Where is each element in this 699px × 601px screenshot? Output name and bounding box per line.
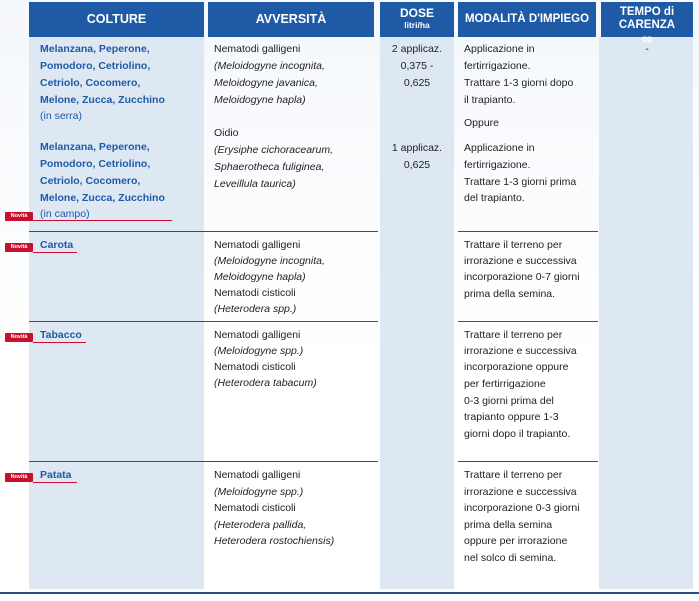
tempo-column-bg xyxy=(599,36,693,589)
novita-underline-r2 xyxy=(33,220,172,221)
r5-mod-2: irrorazione e successiva xyxy=(464,486,577,498)
r5-adv-4: (Heterodera pallida, xyxy=(214,519,307,531)
r2-dose-1: 1 applicaz. xyxy=(391,142,443,154)
r2-crop-line-1: Melanzana, Peperone, xyxy=(40,141,150,153)
r4-mod-4: per fertirrigazione xyxy=(464,378,546,390)
r5-mod-3: incorporazione 0-3 giorni xyxy=(464,502,580,514)
r1-adv-sci-1: (Meloidogyne incognita, xyxy=(214,60,325,72)
r4-mod-1: Trattare il terreno per xyxy=(464,329,563,341)
r4-crop: Tabacco xyxy=(40,329,82,341)
r1-mod-4: il trapianto. xyxy=(464,94,516,106)
header-avversita-label: AVVERSITÀ xyxy=(255,12,327,26)
r2-adv-sci-1: (Erysiphe cichoracearum, xyxy=(214,144,334,156)
header-dose-unit: litri/ha xyxy=(404,20,430,30)
novita-badge-r2: Novità xyxy=(5,212,33,221)
r4-mod-2: irrorazione e successiva xyxy=(464,345,577,357)
r4-adv-3: Nematodi cisticoli xyxy=(214,361,296,373)
row-separator xyxy=(458,231,598,232)
r2-mod-3: Trattare 1-3 giorni prima xyxy=(464,176,577,188)
header-tempo-label: TEMPO di xyxy=(619,6,675,18)
r5-adv-2: (Meloidogyne spp.) xyxy=(214,486,304,498)
r2-mod-1: Applicazione in xyxy=(464,142,535,154)
r1-adv-sci-3: Meloidogyne hapla) xyxy=(214,94,306,106)
header-carenza-label: CARENZA xyxy=(618,19,676,31)
r5-adv-3: Nematodi cisticoli xyxy=(214,502,296,514)
r1-mod-oppure: Oppure xyxy=(464,117,500,129)
r5-mod-5: oppure per irrorazione xyxy=(464,535,568,547)
r2-adv-sci-3: Leveillula taurica) xyxy=(214,178,296,190)
r2-dose-2: 0,625 xyxy=(403,159,431,171)
novita-badge-r4: Novità xyxy=(5,333,33,342)
header-avversita xyxy=(208,2,374,37)
r5-adv-5: Heterodera rostochiensis) xyxy=(214,535,335,547)
r1-dose-3: 0,625 xyxy=(403,77,431,89)
r1-adv-sci-2: Meloidogyne javanica, xyxy=(214,77,318,89)
r1-mod-3: Trattare 1-3 giorni dopo xyxy=(464,77,574,89)
r5-mod-4: prima della semina xyxy=(464,519,553,531)
row-separator xyxy=(29,231,378,232)
r2-mod-2: fertirrigazione. xyxy=(464,159,531,171)
r5-mod-1: Trattare il terreno per xyxy=(464,469,563,481)
novita-badge-r3: Novità xyxy=(5,243,33,252)
r4-mod-7: giorni dopo il trapianto. xyxy=(464,428,571,440)
r2-adv-name: Oidio xyxy=(214,127,239,139)
r2-crop-note: (in campo) xyxy=(40,208,90,220)
r4-adv-4: (Heterodera tabacum) xyxy=(214,377,317,389)
r4-adv-2: (Meloidogyne spp.) xyxy=(214,345,304,357)
header-tempo xyxy=(601,2,693,43)
row-separator xyxy=(458,321,598,322)
r1-adv-name: Nematodi galligeni xyxy=(214,43,301,55)
header-carenza-unit: gg xyxy=(642,34,652,43)
r5-adv-1: Nematodi galligeni xyxy=(214,469,301,481)
r3-crop: Carota xyxy=(40,239,74,251)
r5-mod-6: nel solco di semina. xyxy=(464,552,557,564)
r1-dose-2: 0,375 - xyxy=(400,60,434,72)
header-dose xyxy=(380,2,454,37)
r3-mod-4: prima della semina. xyxy=(464,288,556,300)
header-modalita-label: MODALITÀ D'IMPIEGO xyxy=(464,13,590,25)
novita-underline-r3 xyxy=(33,252,77,253)
header-colture xyxy=(29,2,204,37)
row-separator xyxy=(29,321,378,322)
r1-mod-2: fertirrigazione. xyxy=(464,60,531,72)
r3-adv-2: (Meloidogyne incognita, xyxy=(214,255,325,267)
header-modalita xyxy=(458,2,596,37)
header-dose-label: DOSE xyxy=(399,6,434,20)
table-bottom-rule xyxy=(0,592,699,594)
novita-underline-r5 xyxy=(33,482,77,483)
r2-adv-sci-2: Sphaerotheca fuliginea, xyxy=(214,161,325,173)
r4-mod-5: 0-3 giorni prima del xyxy=(464,395,554,407)
r1-crop-note: (in serra) xyxy=(40,110,83,122)
r2-crop-line-4: Melone, Zucca, Zucchino xyxy=(40,192,165,204)
r4-adv-1: Nematodi galligeni xyxy=(214,329,301,341)
r2-crop-line-3: Cetriolo, Cocomero, xyxy=(40,175,141,187)
r2-crop-line-2: Pomodoro, Cetriolino, xyxy=(40,158,151,170)
r3-mod-2: irrorazione e successiva xyxy=(464,255,577,267)
r5-crop: Patata xyxy=(40,469,72,481)
r1-crop-line-2: Pomodoro, Cetriolino, xyxy=(40,60,151,72)
novita-badge-r5: Novità xyxy=(5,473,33,482)
r2-mod-4: del trapianto. xyxy=(464,192,525,204)
row-separator xyxy=(458,461,598,462)
novita-underline-r4 xyxy=(33,342,86,343)
dose-column-bg xyxy=(380,36,454,589)
r3-mod-3: incorporazione 0-7 giorni xyxy=(464,271,580,283)
r1-dose-1: 2 applicaz. xyxy=(391,43,443,55)
r4-mod-3: incorporazione oppure xyxy=(464,361,569,373)
r3-mod-1: Trattare il terreno per xyxy=(464,239,563,251)
r1-carenza: - xyxy=(645,43,649,55)
r3-adv-1: Nematodi galligeni xyxy=(214,239,301,251)
r1-crop-line-3: Cetriolo, Cocomero, xyxy=(40,77,141,89)
r3-adv-3: Meloidogyne hapla) xyxy=(214,271,306,283)
r1-mod-1: Applicazione in xyxy=(464,43,535,55)
r3-adv-4: Nematodi cisticoli xyxy=(214,287,296,299)
header-colture-label: COLTURE xyxy=(86,12,147,26)
r3-adv-5: (Heterodera spp.) xyxy=(214,303,297,315)
r1-crop-line-4: Melone, Zucca, Zucchino xyxy=(40,94,165,106)
r1-crop-line-1: Melanzana, Peperone, xyxy=(40,43,150,55)
r4-mod-6: trapianto oppure 1-3 xyxy=(464,411,559,423)
row-separator xyxy=(29,461,378,462)
